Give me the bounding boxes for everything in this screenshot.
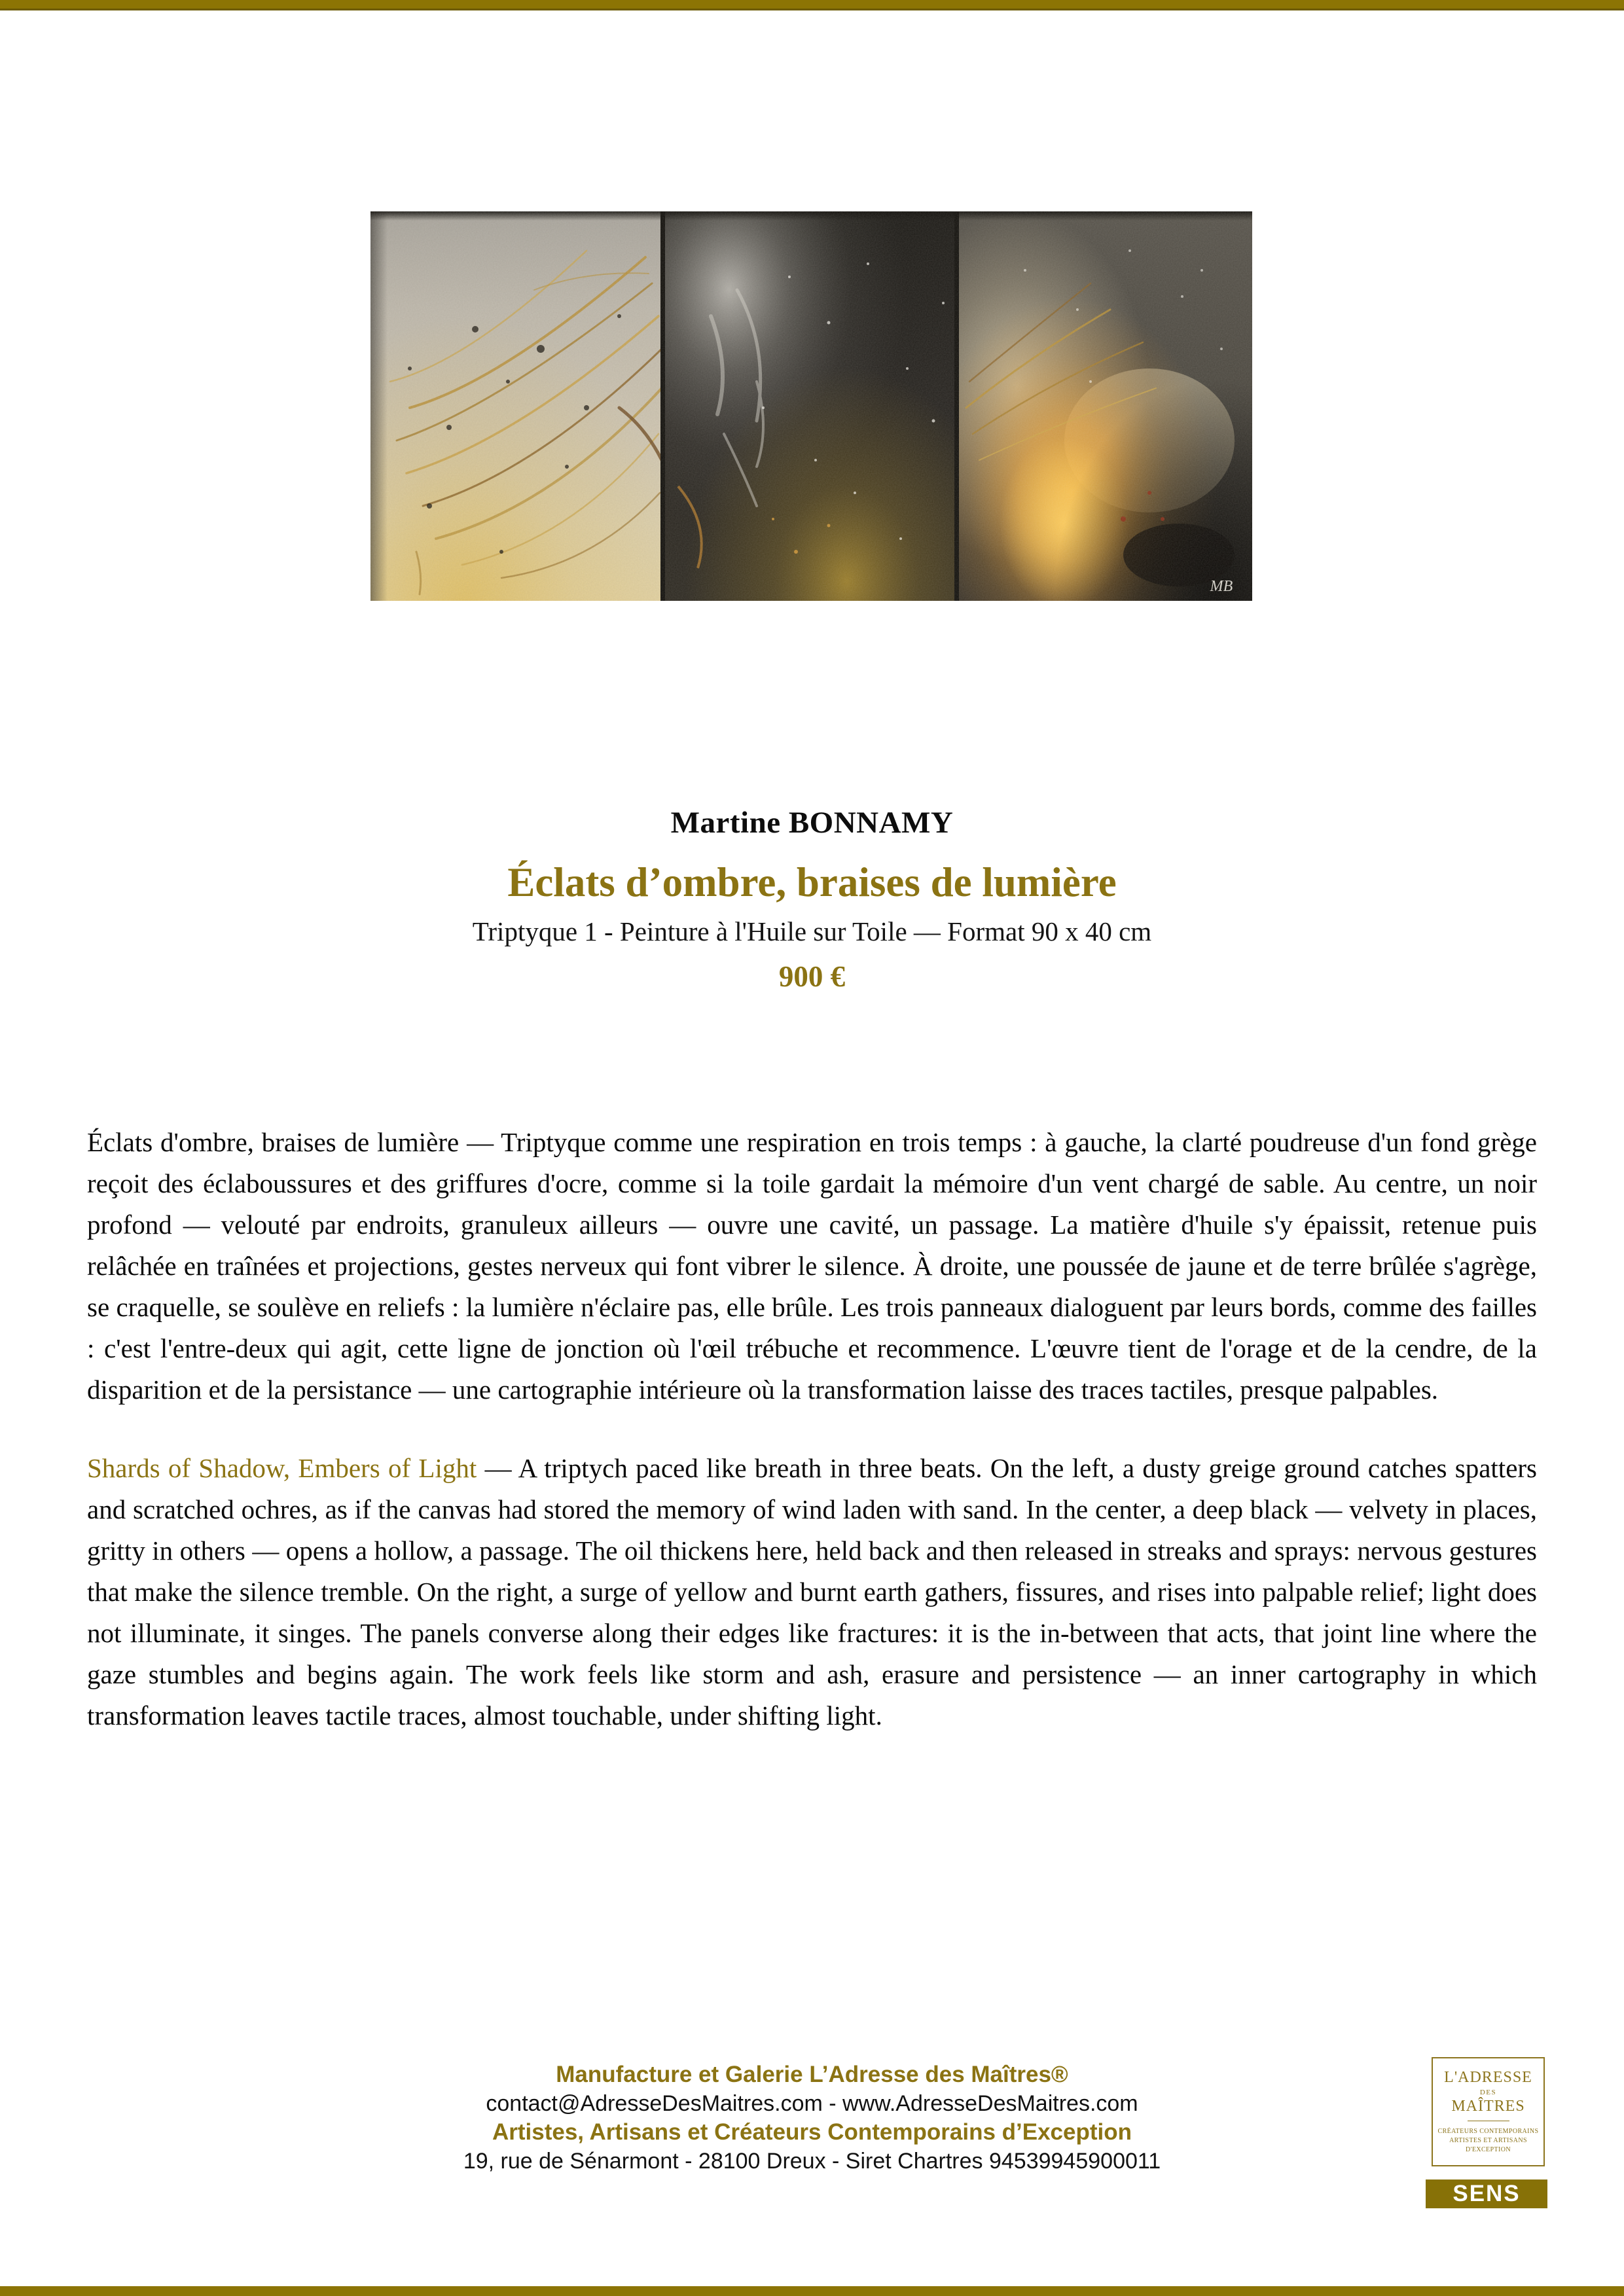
logo-line-exception: D'EXCEPTION <box>1466 2146 1511 2153</box>
footer-contact: contact@AdresseDesMaitres.com - www.AdresseDesMaitres.com <box>486 2091 1138 2116</box>
footer-gallery-name: Manufacture et Galerie L’Adresse des Maîtres® <box>556 2062 1068 2087</box>
sens-badge-label: SENS <box>1453 2181 1521 2206</box>
logo-line-createurs: CRÉATEURS CONTEMPORAINS <box>1437 2128 1539 2135</box>
top-accent-bar <box>0 0 1624 10</box>
footer <box>0 2060 1624 2176</box>
footer-address: 19, rue de Sénarmont - 28100 Dreux - Siret Chartres 94539945900011 <box>463 2149 1161 2174</box>
artwork-descriptions <box>87 1122 1537 1736</box>
triptych-painting <box>370 211 1252 601</box>
artwork-heading <box>0 804 1624 995</box>
artist-name: Martine BONNAMY <box>670 806 954 840</box>
logo-line-adresse: L'ADRESSE <box>1444 2069 1532 2086</box>
artwork-image <box>370 211 1252 601</box>
bottom-accent-bar <box>0 2286 1624 2296</box>
logo-line-des: DES <box>1479 2089 1497 2096</box>
gallery-logo <box>1432 2057 1545 2166</box>
description-english <box>87 1448 1537 1736</box>
artwork-details: Triptyque 1 - Peinture à l'Huile sur Toile — Format 90 x 40 cm <box>472 916 1152 946</box>
logo-line-artistes: ARTISTES ET ARTISANS <box>1449 2137 1527 2144</box>
footer-tagline: Artistes, Artisans et Créateurs Contemporains d’Exception <box>492 2119 1132 2145</box>
description-french: Éclats d'ombre, braises de lumière — Triptyque comme une respiration en trois temps : à gauche, la clarté poudreuse d'un fond grège reçoit des éclaboussures et des griffures d'ocre, comme si la toile gardait la mémoire d'un vent chargé de sable. Au centre, un noir profond — velouté par endroits, granuleux ailleurs — ouvre une cavité, un passage. La matière d'huile s'y épaissit, retenue puis relâchée en traînées et projections, gestes nerveux qui font vibrer le silence. À droite, une poussée de jaune et de terre brûlée s'agrège, se craquelle, se soulève en reliefs : la lumière n'éclaire pas, elle brûle. Les trois panneaux dialoguent par leurs bords, comme des failles : c'est l'entre-deux qui agit, cette ligne de jonction où l'œil trébuche et recommence. L'œuvre tient de l'orage et de la cendre, de la disparition et de la persistance — une cartographie intérieure où la transformation laisse des traces tactiles, presque palpables. <box>87 1127 1537 1405</box>
artist-signature: MB <box>1210 578 1233 595</box>
artwork-price: 900 € <box>778 960 846 993</box>
artwork-title: Éclats d’ombre, braises de lumière <box>507 859 1117 905</box>
description-english-lead: Shards of Shadow, Embers of Light <box>87 1453 477 1483</box>
logo-line-maitres: MAÎTRES <box>1451 2098 1525 2115</box>
sens-badge <box>1426 2179 1547 2208</box>
description-english-body: — A triptych paced like breath in three beats. On the left, a dusty greige ground catches spatters and scratched ochres, as if the canvas had stored the memory of wind laden with sand. In the center, a deep black — velvety in places, gritty in others — opens a hollow, a passage. The oil thickens here, held back and then released in streaks and sprays: nervous gestures that make the silence tremble. On the right, a surge of yellow and burnt earth gathers, fissures, and rises into palpable relief; light does not illuminate, it singes. The panels converse along their edges like fractures: it is the in-between that acts, that joint line where the gaze stumbles and begins again. The work feels like storm and ash, erasure and persistence — an inner cartography in which transformation leaves tactile traces, almost touchable, under shifting light. <box>87 1453 1537 1731</box>
